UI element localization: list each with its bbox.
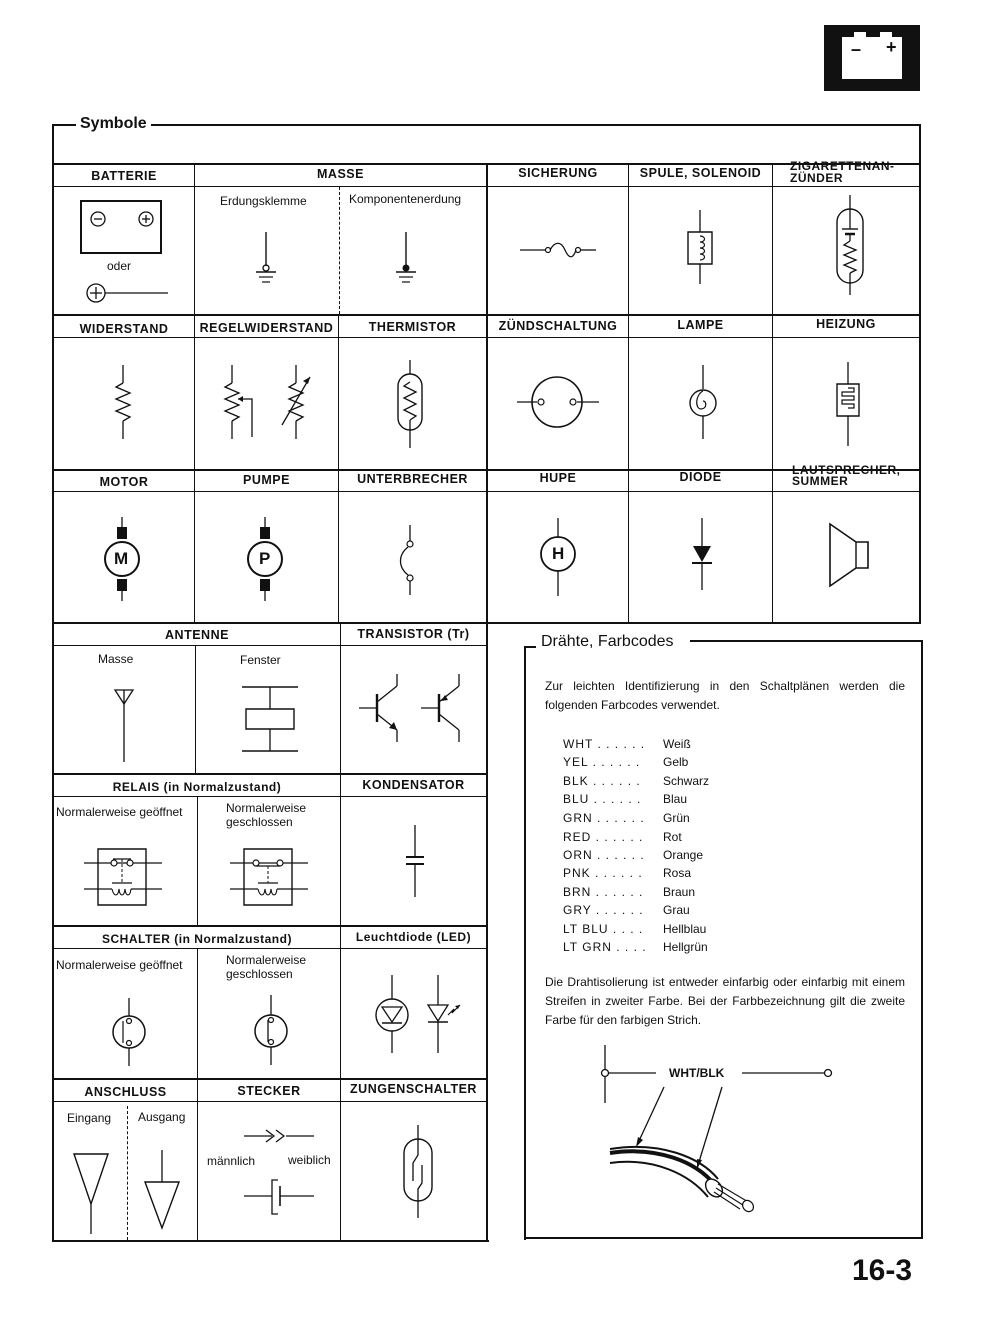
code-name: Grau	[663, 903, 690, 917]
header-motor: MOTOR	[99, 475, 149, 489]
label-weiblich: weiblich	[288, 1153, 331, 1167]
header-led: Leuchtdiode (LED)	[355, 930, 472, 944]
label-komponentenerdung: Komponentenerdung	[349, 192, 462, 206]
grid-h-10	[52, 796, 488, 797]
grid-v-196b	[195, 645, 196, 774]
header-antenne: ANTENNE	[165, 628, 229, 642]
wires-frame-top-right	[690, 640, 923, 642]
code-name: Hellgrün	[663, 940, 708, 954]
wires-frame-right	[921, 640, 923, 1238]
thermistor-symbol	[395, 360, 425, 450]
label-erdungsklemme: Erdungsklemme	[220, 194, 307, 208]
label-masse: Masse	[98, 652, 134, 666]
header-widerstand: WIDERSTAND	[79, 322, 169, 336]
variable-resistor-symbol	[212, 365, 322, 445]
breaker-symbol	[398, 525, 428, 595]
grid-h-8	[52, 645, 488, 646]
header-sicherung: SICHERUNG	[518, 166, 598, 180]
code: LT BLU . . . .	[563, 922, 644, 936]
code: GRN . . . . . .	[563, 811, 645, 825]
header-hupe: HUPE	[539, 471, 577, 485]
code-row	[563, 922, 706, 936]
code-name: Rosa	[663, 866, 692, 880]
header-relais: RELAIS (in Normalzustand)	[112, 780, 282, 794]
frame-top	[52, 124, 920, 126]
cigarette-lighter-symbol	[830, 195, 870, 295]
wires-title: Drähte, Farbcodes	[541, 633, 674, 650]
grid-h-9	[52, 773, 488, 775]
battery-plus-glyph: +	[886, 37, 897, 57]
code-row	[563, 885, 695, 899]
resistor-symbol	[108, 365, 138, 440]
label-ausgang: Ausgang	[138, 1110, 186, 1124]
grid-v-right	[919, 163, 921, 624]
code: PNK . . . . . .	[563, 866, 643, 880]
header-anschluss: ANSCHLUSS	[84, 1085, 167, 1099]
wires-intro: Zur leichten Identifizierung in den Schaltplänen werden die folgenden Farbcodes verwendet.	[545, 679, 905, 712]
header-regelwiderstand: REGELWIDERSTAND	[199, 321, 334, 335]
grid-v-197d	[197, 948, 198, 1079]
coil-symbol	[685, 210, 715, 285]
led-symbol	[370, 975, 470, 1055]
fuse-symbol	[518, 238, 598, 262]
battery-symbol	[54, 187, 194, 314]
header-thermistor: THERMISTOR	[368, 320, 457, 334]
battery-tab-terminal-left	[854, 32, 866, 38]
code-name: Hellblau	[663, 922, 707, 936]
heater-symbol	[833, 362, 863, 447]
header-zungenschalter: ZUNGENSCHALTER	[350, 1082, 477, 1096]
ground-clamp-symbol	[246, 230, 286, 290]
code-name: Schwarz	[663, 774, 710, 788]
grid-h-14	[52, 1101, 488, 1102]
code: LT GRN . . . .	[563, 940, 647, 954]
wires-frame-bottom	[524, 1237, 923, 1239]
code-row	[563, 903, 690, 917]
code-name: Blau	[663, 792, 688, 806]
header-masse: MASSE	[317, 167, 364, 181]
code-name: Rot	[663, 830, 682, 844]
antenna-window-symbol	[240, 685, 300, 755]
relay-closed-symbol	[228, 845, 310, 911]
connector-socket-symbol	[242, 1176, 317, 1220]
code-name: Weiß	[663, 737, 691, 751]
switch-open-symbol	[111, 998, 147, 1068]
section-title: Symbole	[76, 115, 151, 133]
code-row	[563, 811, 690, 825]
grid-v-194a	[194, 163, 195, 623]
header-spule: SPULE, SOLENOID	[639, 166, 762, 180]
relay-open-symbol	[82, 845, 164, 911]
code-row	[563, 774, 709, 788]
code: RED . . . . . .	[563, 830, 644, 844]
header-lautsprecher-1: LAUTSPRECHER,	[792, 463, 901, 477]
code: ORN . . . . . .	[563, 848, 645, 862]
header-pumpe: PUMPE	[243, 473, 290, 487]
label-oder: oder	[107, 259, 132, 273]
code: WHT . . . . . .	[563, 737, 646, 751]
terminal-output-symbol	[143, 1150, 183, 1235]
transistor-symbol	[355, 672, 470, 744]
grid-v-338a	[338, 314, 339, 623]
code: YEL . . . . . .	[563, 755, 641, 769]
code-row	[563, 866, 691, 880]
wires-frame-left	[524, 646, 526, 1240]
header-lautsprecher-2: SUMMER	[792, 474, 849, 488]
label-relais-geschlossen: Normalerweise geschlossen	[226, 801, 307, 829]
page-number: 16-3	[852, 1254, 913, 1287]
header-schalter: SCHALTER (in Normalzustand)	[102, 932, 292, 946]
grid-h-15	[52, 1240, 489, 1242]
motor-letter: M	[114, 549, 129, 568]
header-unterbrecher: UNTERBRECHER	[357, 472, 468, 486]
insulation-text: Die Drahtisolierung ist entweder einfarbig oder einfarbig mit einem Streifen in zweiter Farbe. Bei der Farbbezeichnung gilt die zweite Farbe für den farbigen Strich.	[545, 975, 905, 1027]
label-eingang: Eingang	[67, 1111, 112, 1125]
frame-right-top	[919, 124, 921, 164]
header-zigarette-2: ZÜNDER	[790, 171, 843, 185]
header-batterie: BATTERIE	[91, 169, 157, 183]
pump-letter: P	[259, 549, 271, 568]
code: GRY . . . . . .	[563, 903, 644, 917]
label-schalter-offen: Normalerweise geöffnet	[56, 958, 183, 972]
header-zigarette-1: ZIGARETTENAN-	[790, 159, 895, 173]
terminal-input-symbol	[72, 1150, 112, 1235]
code: BRN . . . . . .	[563, 885, 644, 899]
code-row	[563, 737, 691, 751]
reed-switch-symbol	[400, 1125, 436, 1220]
grid-v-772	[772, 163, 773, 623]
header-zuendschaltung: ZÜNDSCHALTUNG	[498, 319, 618, 333]
header-lampe: LAMPE	[677, 318, 724, 332]
grid-v-197c	[197, 796, 198, 926]
label-maennlich: männlich	[207, 1154, 256, 1168]
anschluss-dashed-divider	[127, 1106, 128, 1240]
label-relais-offen: Normalerweise geöffnet	[56, 805, 183, 819]
code: BLK . . . . . .	[563, 774, 641, 788]
ignition-symbol	[515, 372, 600, 432]
code-row	[563, 848, 703, 862]
code-row	[563, 830, 682, 844]
grid-h-13	[52, 1078, 488, 1080]
code-row	[563, 940, 708, 954]
grid-v-628	[628, 163, 629, 623]
wire-example-label: WHT/BLK	[669, 1066, 725, 1080]
code-row	[563, 755, 688, 769]
frame-left-top	[52, 124, 54, 164]
horn-letter: H	[552, 544, 565, 563]
code: BLU . . . . . .	[563, 792, 642, 806]
grid-v-197e	[197, 1079, 198, 1241]
header-kondensator: KONDENSATOR	[362, 778, 465, 792]
grid-h-12	[52, 948, 488, 949]
capacitor-symbol	[403, 825, 427, 900]
grid-h-11	[52, 925, 488, 927]
code-name: Gelb	[663, 755, 689, 769]
connector-plug-symbol	[242, 1124, 317, 1148]
label-fenster: Fenster	[240, 653, 281, 667]
code-row	[563, 792, 687, 806]
code-name: Orange	[663, 848, 704, 862]
antenna-ground-symbol	[113, 688, 135, 763]
header-diode: DIODE	[679, 470, 722, 484]
battery-tab	[824, 25, 920, 91]
code-name: Grün	[663, 811, 690, 825]
speaker-symbol	[828, 520, 872, 590]
header-heizung: HEIZUNG	[816, 317, 876, 331]
component-ground-symbol	[386, 230, 426, 290]
label-schalter-geschlossen: Normalerweise geschlossen	[226, 953, 307, 981]
switch-closed-symbol	[253, 995, 289, 1067]
header-transistor: TRANSISTOR (Tr)	[357, 627, 470, 641]
header-stecker: STECKER	[237, 1084, 301, 1098]
code-name: Braun	[663, 885, 696, 899]
diode-symbol	[690, 518, 720, 593]
battery-minus-glyph: –	[851, 39, 862, 59]
masse-dashed-divider	[339, 187, 340, 314]
lamp-symbol	[688, 365, 718, 440]
